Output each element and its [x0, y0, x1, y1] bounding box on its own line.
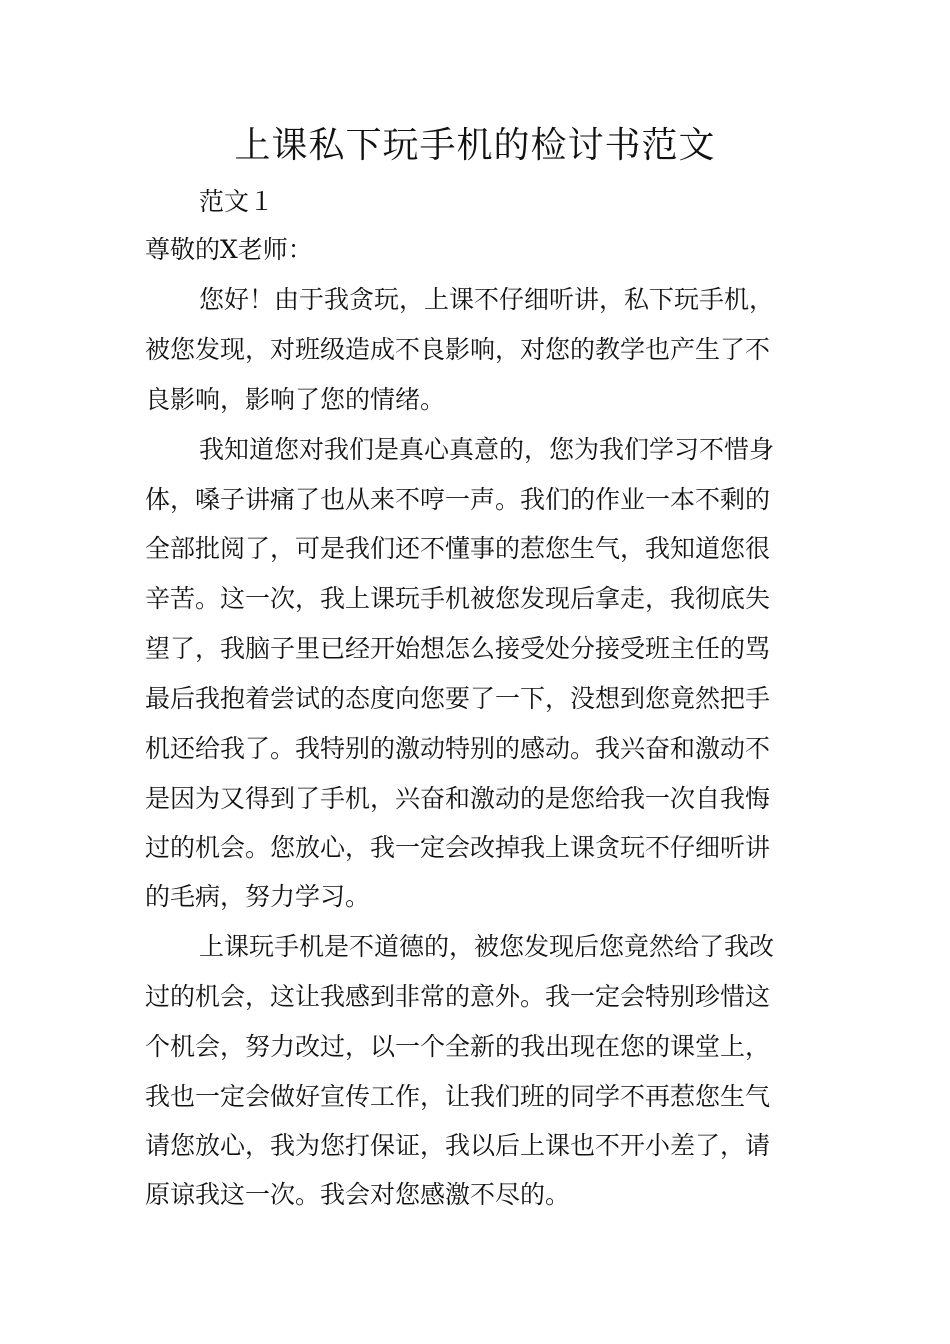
paragraph-3-line-1: 上课玩手机是不道德的，被您发现后您竟然给了我改 [199, 932, 775, 961]
paragraph-2-line-8: 是因为又得到了手机，兴奋和激动的是您给我一次自我悔 [145, 784, 771, 813]
paragraph-2-line-5: 望了，我脑子里已经开始想怎么接受处分接受班主任的骂 [145, 634, 771, 663]
paragraph-3-line-5: 请您放心，我为您打保证，我以后上课也不开小差了，请 [145, 1131, 771, 1160]
paragraph-1-line-2: 被您发现，对班级造成不良影响，对您的教学也产生了不 [145, 335, 771, 364]
paragraph-2-line-4: 辛苦。这一次，我上课玩手机被您发现后拿走，我彻底失 [145, 584, 771, 613]
paragraph-2-line-10: 的毛病，努力学习。 [145, 882, 371, 911]
salutation: 尊敬的X老师： [145, 235, 313, 264]
paragraph-2-line-2: 体，嗓子讲痛了也从来不哼一声。我们的作业一本不剩的 [145, 485, 771, 514]
paragraph-3-line-3: 个机会，努力改过，以一个全新的我出现在您的课堂上， [145, 1032, 771, 1061]
paragraph-2-line-6: 最后我抱着尝试的态度向您要了一下，没想到您竟然把手 [145, 684, 771, 713]
paragraph-1-line-1: 您好！由于我贪玩，上课不仔细听讲，私下玩手机， [199, 285, 775, 314]
paragraph-2-line-9: 过的机会。您放心，我一定会改掉我上课贪玩不仔细听讲 [145, 833, 771, 862]
paragraph-2-line-3: 全部批阅了，可是我们还不懂事的惹您生气，我知道您很 [145, 534, 771, 563]
paragraph-2-line-7: 机还给我了。我特别的激动特别的感动。我兴奋和激动不 [145, 734, 771, 763]
paragraph-3-line-2: 过的机会，这让我感到非常的意外。我一定会特别珍惜这 [145, 982, 771, 1011]
paragraph-3-line-4: 我也一定会做好宣传工作，让我们班的同学不再惹您生气 [145, 1082, 771, 1111]
sample-label: 范文１ [199, 187, 275, 216]
paragraph-2-line-1: 我知道您对我们是真心真意的，您为我们学习不惜身 [199, 435, 775, 464]
paragraph-1-line-3: 良影响，影响了您的情绪。 [145, 385, 446, 414]
paragraph-3-line-6: 原谅我这一次。我会对您感激不尽的。 [145, 1180, 571, 1209]
document-title: 上课私下玩手机的检讨书范文 [234, 125, 716, 166]
